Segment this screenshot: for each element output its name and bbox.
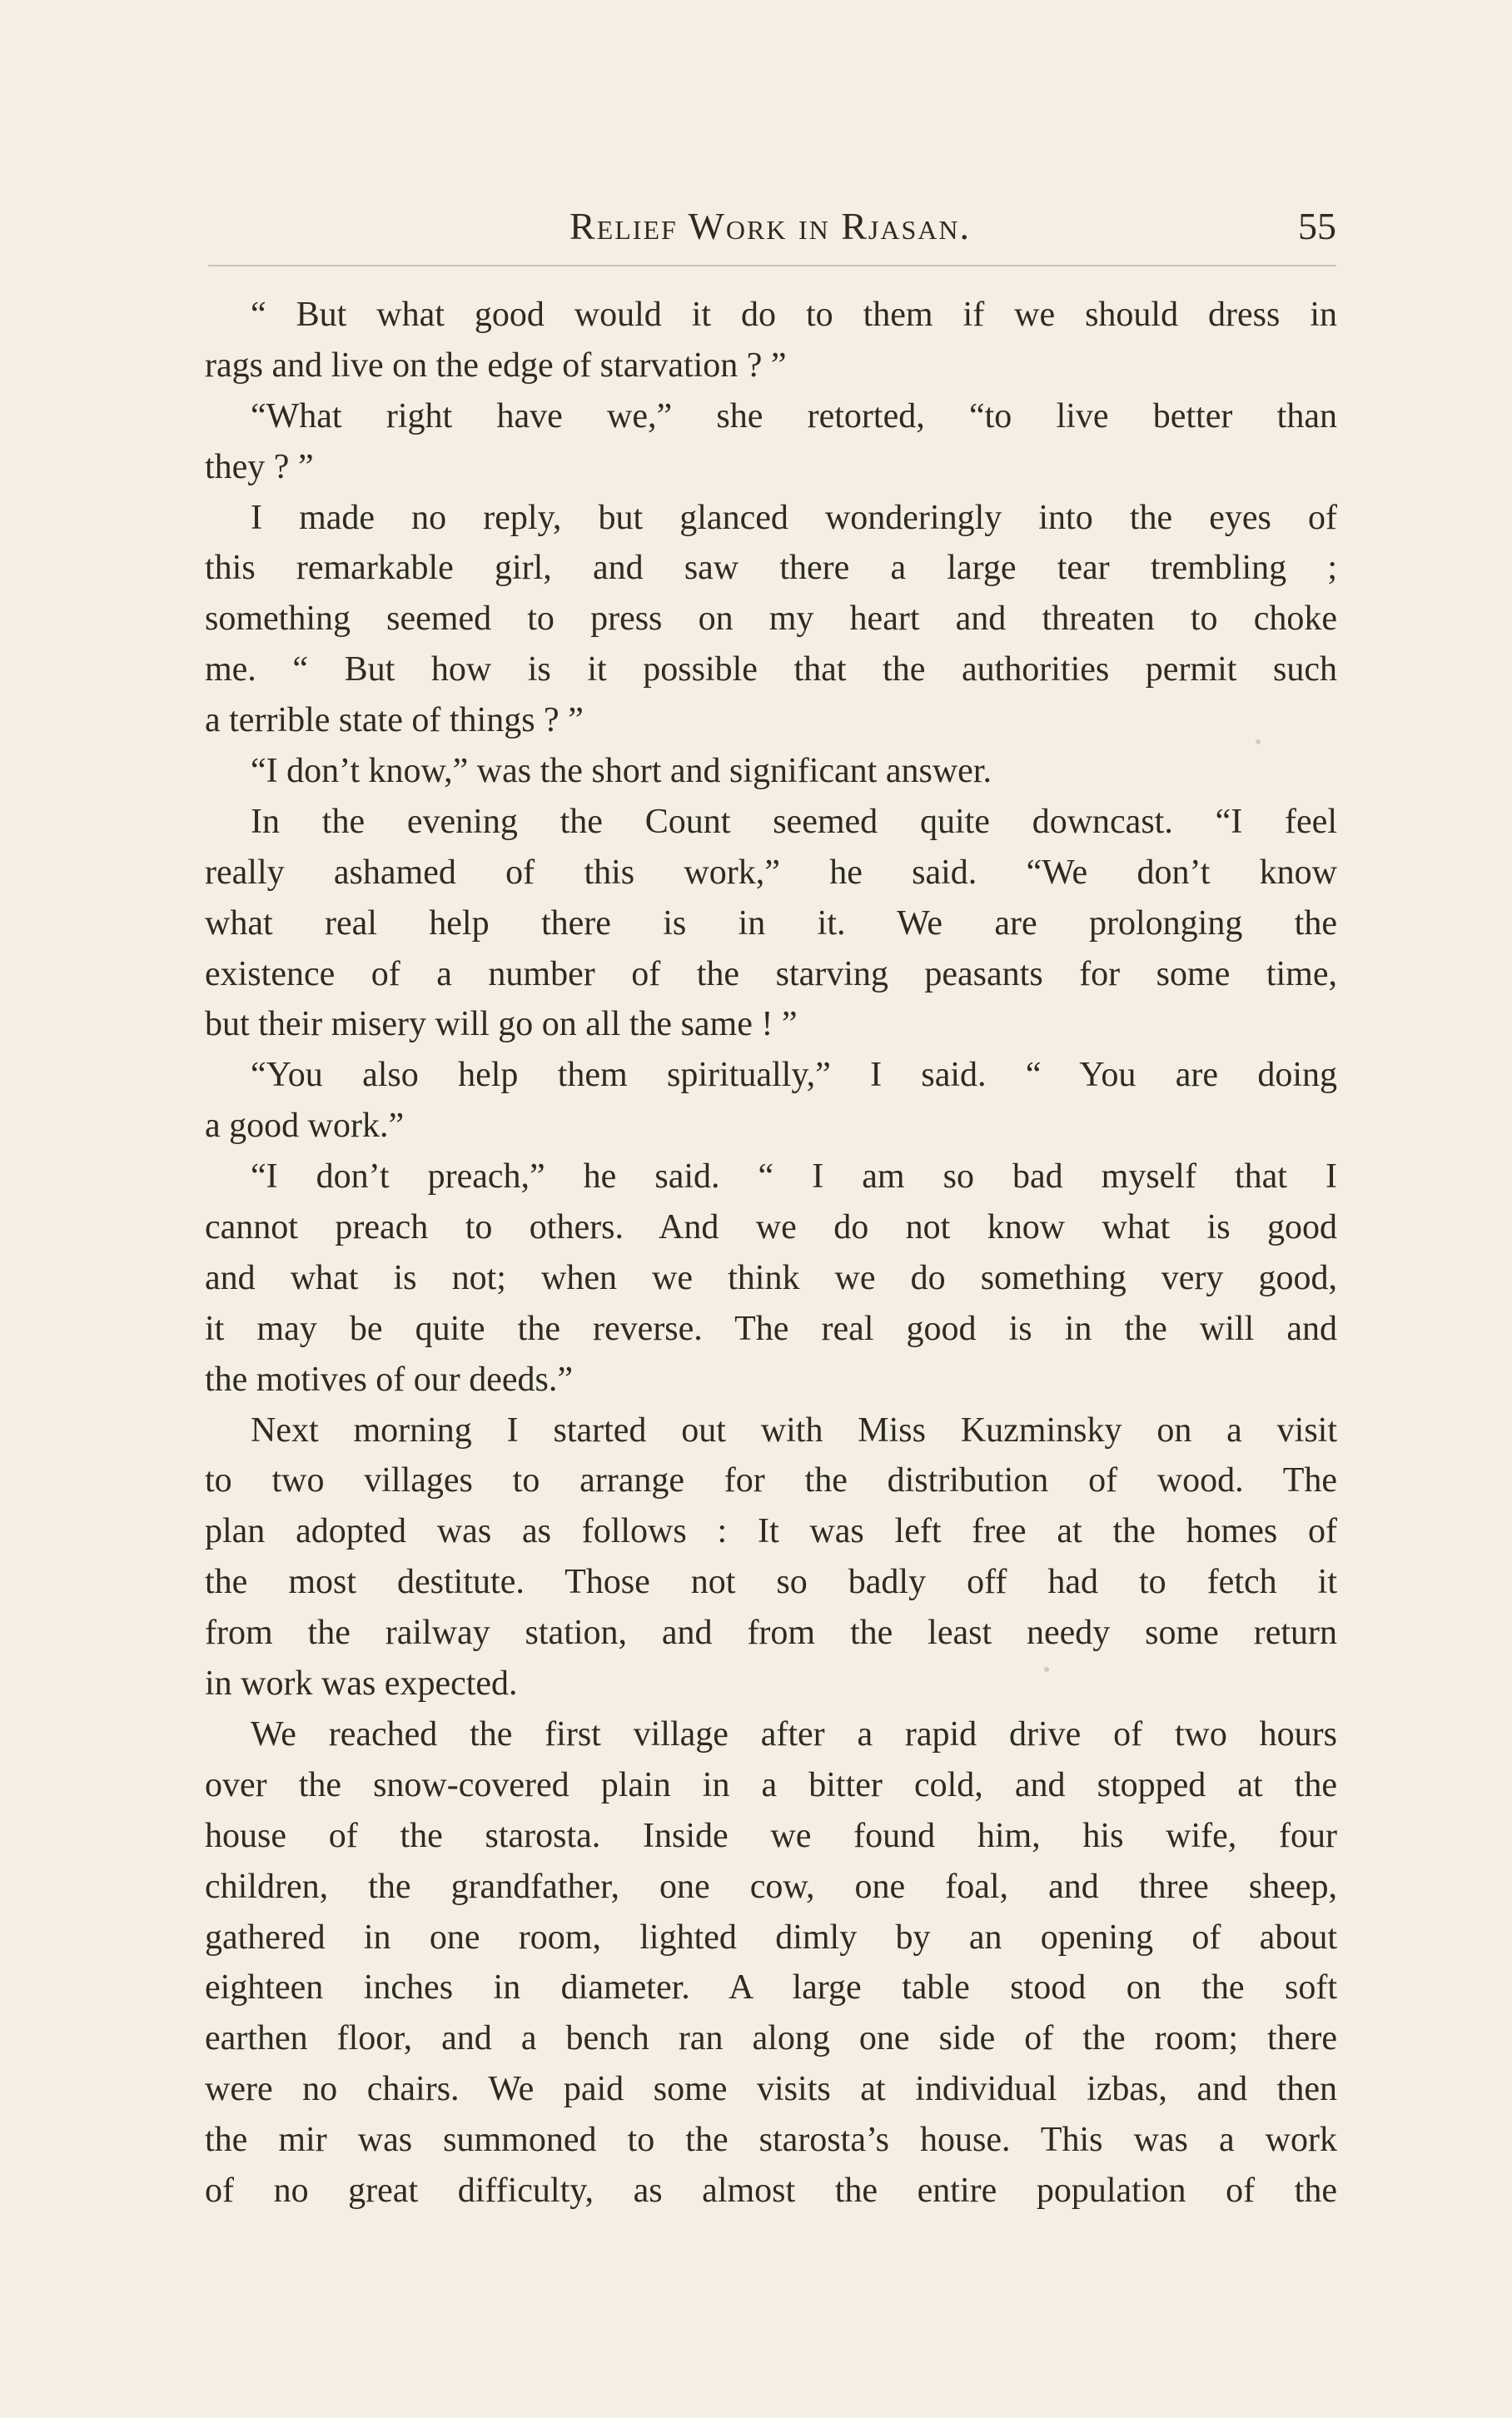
text-line: plan adopted was as follows : It was left free at the homes of xyxy=(205,1512,1337,1551)
text-line: and what is not; when we think we do something very good, xyxy=(205,1258,1337,1297)
text-line: children, the grandfather, one cow, one foal, and three sheep, xyxy=(205,1867,1337,1906)
ink-speck xyxy=(1256,739,1261,744)
header-rule xyxy=(208,265,1336,266)
text-line: house of the starosta. Inside we found him, his wife, four xyxy=(205,1816,1337,1855)
text-line: but their misery will go on all the same ! ” xyxy=(205,1005,798,1044)
text-line: what real help there is in it. We are prolonging the xyxy=(205,903,1337,943)
text-line: “You also help them spiritually,” I said. “ You are doing xyxy=(251,1056,1337,1095)
text-line: of no great difficulty, as almost the entire population of the xyxy=(205,2171,1337,2210)
text-line: earthen floor, and a bench ran along one side of the room; there xyxy=(205,2019,1337,2058)
text-line: Next morning I started out with Miss Kuzminsky on a visit xyxy=(251,1410,1337,1450)
text-line: the motives of our deeds.” xyxy=(205,1360,574,1399)
text-line: to two villages to arrange for the distribution of wood. The xyxy=(205,1461,1337,1500)
text-line: a good work.” xyxy=(205,1107,405,1146)
running-head xyxy=(204,202,1336,251)
text-line: We reached the first village after a rapid drive of two hours xyxy=(251,1714,1337,1754)
text-line: a terrible state of things ? ” xyxy=(205,701,584,740)
page-number: 55 xyxy=(1298,205,1336,247)
text-line: I made no reply, but glanced wonderingly into the eyes of xyxy=(251,498,1337,537)
text-line: In the evening the Count seemed quite downcast. “I feel xyxy=(251,802,1337,841)
text-line: “I don’t know,” was the short and significant answer. xyxy=(251,752,992,791)
text-line: “ But what good would it do to them if we should dress in xyxy=(251,296,1337,334)
text-line: the mir was summoned to the starosta’s house. This was a work xyxy=(205,2121,1337,2160)
text-line: “What right have we,” she retorted, “to live better than xyxy=(251,396,1337,435)
text-line: “I don’t preach,” he said. “ I am so bad myself that I xyxy=(251,1157,1337,1197)
text-line: something seemed to press on my heart and threaten to choke xyxy=(205,600,1337,639)
text-line: from the railway station, and from the least needy some return xyxy=(205,1614,1337,1653)
text-line: eighteen inches in diameter. A large table stood on the soft xyxy=(205,1968,1337,2008)
text-line: gathered in one room, lighted dimly by an opening of about xyxy=(205,1918,1337,1957)
text-line: it may be quite the reverse. The real good is in the will and xyxy=(205,1309,1337,1348)
text-line: me. “ But how is it possible that the authorities permit such xyxy=(205,650,1337,689)
body-text xyxy=(205,290,1337,2216)
text-line: they ? ” xyxy=(205,447,314,486)
text-line: in work was expected. xyxy=(205,1664,518,1704)
text-line: the most destitute. Those not so badly off had to fetch it xyxy=(205,1563,1337,1602)
text-line: really ashamed of this work,” he said. “We don’t know xyxy=(205,853,1337,892)
ink-speck xyxy=(1044,1667,1049,1672)
text-line: rags and live on the edge of starvation ? ” xyxy=(205,346,787,385)
text-line: were no chairs. We paid some visits at individual izbas, and then xyxy=(205,2070,1337,2109)
text-line: cannot preach to others. And we do not know what is good xyxy=(205,1208,1337,1247)
running-title: Relief Work in Rjasan. xyxy=(569,205,971,247)
text-line: existence of a number of the starving peasants for some time, xyxy=(205,954,1337,993)
text-line: over the snow-covered plain in a bitter cold, and stopped at the xyxy=(205,1765,1337,1804)
text-line: this remarkable girl, and saw there a large tear trembling ; xyxy=(205,549,1337,588)
